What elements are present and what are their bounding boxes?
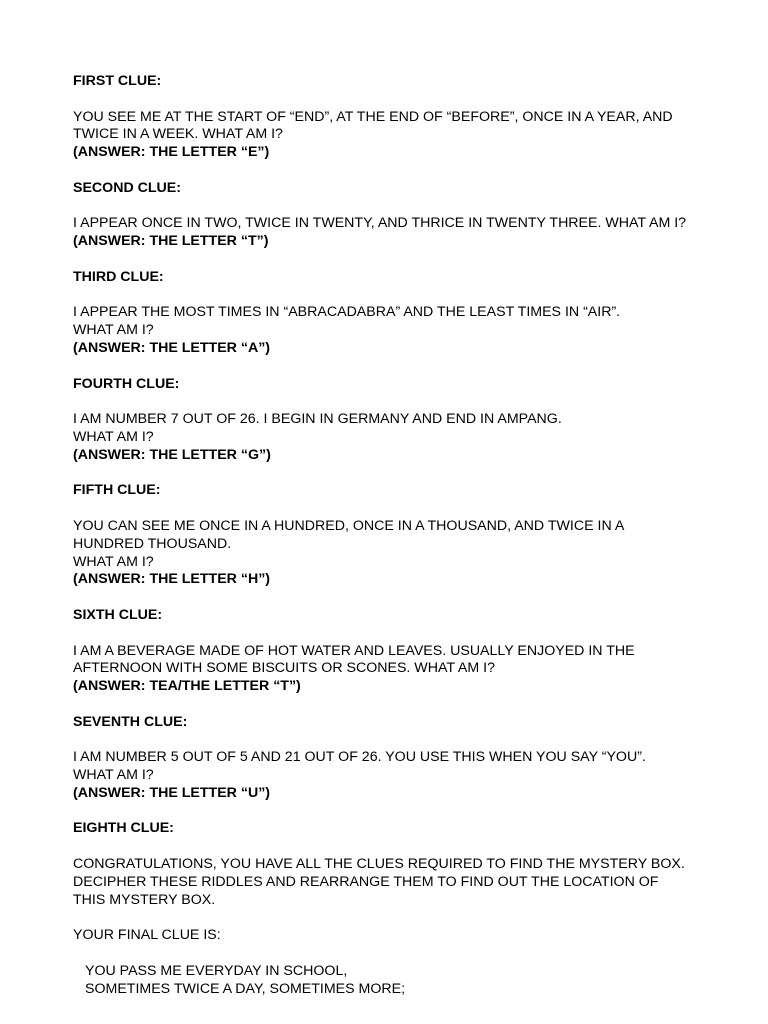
- clue-text-line: I AM A BEVERAGE MADE OF HOT WATER AND LEAVES. USUALLY ENJOYED IN THE: [73, 642, 635, 659]
- clue-answer: (ANSWER: THE LETTER “A”): [73, 339, 271, 356]
- clue-text-line: THIS MYSTERY BOX.: [73, 891, 216, 908]
- clue-text-line: I APPEAR ONCE IN TWO, TWICE IN TWENTY, AND THRICE IN TWENTY THREE. WHAT AM I?: [73, 215, 687, 232]
- clue-section: [73, 376, 733, 483]
- clue-section: [73, 482, 733, 607]
- clue-text-line: WHAT AM I?: [73, 428, 154, 445]
- clue-heading: FIFTH CLUE:: [73, 482, 161, 499]
- clue-text-line: YOU CAN SEE ME ONCE IN A HUNDRED, ONCE IN A THOUSAND, AND TWICE IN A: [73, 517, 625, 534]
- clue-heading: SIXTH CLUE:: [73, 606, 163, 623]
- clue-section: [73, 714, 733, 821]
- clue-section: [73, 607, 733, 714]
- clue-text-line: WHAT AM I?: [73, 767, 154, 784]
- clue-text-line: CONGRATULATIONS, YOU HAVE ALL THE CLUES REQUIRED TO FIND THE MYSTERY BOX.: [73, 856, 685, 873]
- clue-text-line: AFTERNOON WITH SOME BISCUITS OR SCONES. WHAT AM I?: [73, 660, 495, 677]
- clue-heading: FOURTH CLUE:: [73, 375, 180, 392]
- clue-heading: SEVENTH CLUE:: [73, 713, 188, 730]
- clue-section: [73, 180, 733, 269]
- poem-line: SOMETIMES TWICE A DAY, SOMETIMES MORE;: [85, 980, 406, 997]
- final-clue-intro: YOUR FINAL CLUE IS:: [73, 927, 221, 944]
- clue-heading: FIRST CLUE:: [73, 73, 162, 89]
- clue-text-line: TWICE IN A WEEK. WHAT AM I?: [73, 126, 283, 143]
- clue-section: [73, 269, 733, 376]
- clue-text-line: WHAT AM I?: [73, 322, 154, 339]
- document-body: [73, 73, 733, 998]
- clue-text-line: I AM NUMBER 7 OUT OF 26. I BEGIN IN GERMANY AND END IN AMPANG.: [73, 411, 562, 428]
- clue-heading: THIRD CLUE:: [73, 268, 164, 285]
- clue-heading: EIGHTH CLUE:: [73, 820, 174, 837]
- clue-answer: (ANSWER: THE LETTER “T”): [73, 233, 269, 250]
- poem-line: YOU PASS ME EVERYDAY IN SCHOOL,: [85, 962, 348, 979]
- clue-section: [73, 73, 733, 180]
- clue-heading: SECOND CLUE:: [73, 179, 181, 196]
- clue-answer: (ANSWER: THE LETTER “H”): [73, 571, 271, 588]
- clue-text-line: HUNDRED THOUSAND.: [73, 535, 232, 552]
- clue-answer: (ANSWER: THE LETTER “E”): [73, 144, 270, 161]
- clue-answer: (ANSWER: THE LETTER “U”): [73, 784, 271, 801]
- clue-answer: (ANSWER: THE LETTER “G”): [73, 446, 271, 463]
- clue-text-line: I APPEAR THE MOST TIMES IN “ABRACADABRA” AND THE LEAST TIMES IN “AIR”.: [73, 304, 621, 321]
- clue-text-line: DECIPHER THESE RIDDLES AND REARRANGE THEM TO FIND OUT THE LOCATION OF: [73, 873, 659, 890]
- eighth-clue-section: [73, 820, 733, 998]
- clue-answer: (ANSWER: TEA/THE LETTER “T”): [73, 678, 301, 695]
- clue-text-line: WHAT AM I?: [73, 553, 154, 570]
- clue-text-line: YOU SEE ME AT THE START OF “END”, AT THE END OF “BEFORE”, ONCE IN A YEAR, AND: [73, 108, 673, 125]
- clue-text-line: I AM NUMBER 5 OUT OF 5 AND 21 OUT OF 26. YOU USE THIS WHEN YOU SAY “YOU”.: [73, 749, 646, 766]
